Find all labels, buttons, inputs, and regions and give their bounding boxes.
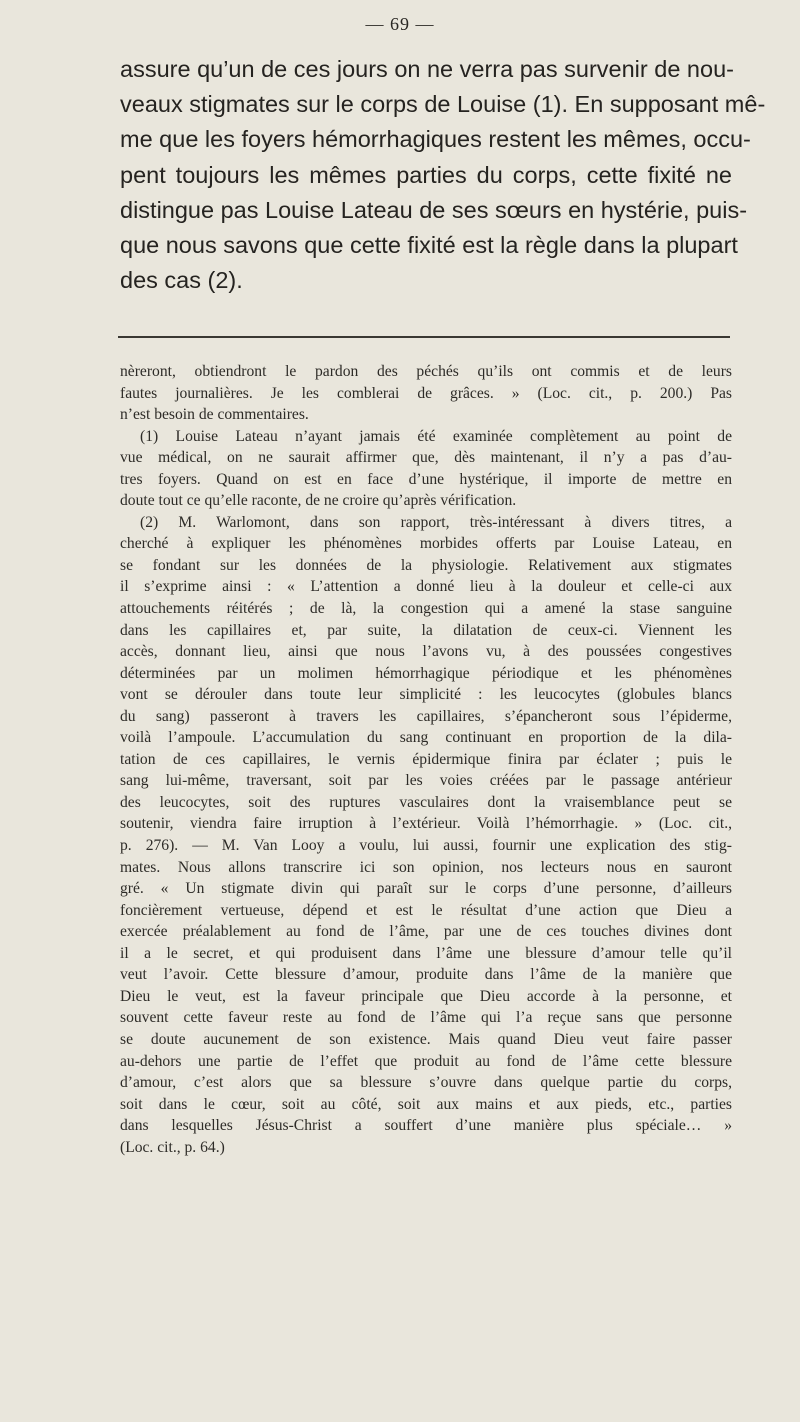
main-line: veaux stigmates sur le corps de Louise (1). En supposant mê-: [120, 91, 766, 118]
footnote-line: vue médical, on ne saurait affirmer que, dès maintenant, il n’y a pas d’au-: [120, 449, 732, 467]
footnote-line: dans les capillaires et, par suite, la dilatation de ceux-ci. Viennent les: [120, 621, 732, 639]
footnote-line: des leucocytes, soit des ruptures vasculaires dont la vraisemblance peut se: [120, 793, 732, 811]
footnotes: [120, 361, 732, 1158]
footnote-line: vont se dérouler dans toute leur simplicité : les leucocytes (globules blancs: [120, 686, 732, 704]
footnote-line: déterminées par un molimen hémorrhagique périodique et les phénomènes: [120, 664, 732, 682]
footnote-line: (1) Louise Lateau n’ayant jamais été examinée complètement au point de: [140, 427, 732, 445]
footnote-line: il a le secret, et qui produisent dans l’âme une blessure d’amour telle qu’il: [120, 944, 732, 962]
footnote-line: n’est besoin de commentaires.: [120, 406, 309, 424]
footnote-line: voilà l’ampoule. L’accumulation du sang continuant en proportion de la dila-: [120, 729, 732, 747]
footnote-line: tres foyers. Quand on est en face d’une hystérique, il importe de mettre en: [120, 470, 732, 488]
footnote-line: d’amour, c’est alors que sa blessure s’ouvre dans quelque partie du corps,: [120, 1074, 732, 1092]
footnote-line: il s’exprime ainsi : « L’attention a donné lieu à la douleur et celle-ci aux: [120, 578, 732, 596]
page-number: — 69 —: [365, 14, 435, 34]
main-line: distingue pas Louise Lateau de ses sœurs en hystérie, puis-: [120, 196, 748, 223]
footnote-line: nèreront, obtiendront le pardon des péchés qu’ils ont commis et de leurs: [120, 363, 732, 380]
footnote-line: sang lui-même, traversant, soit par les voies créées par le passage antérieur: [120, 772, 732, 790]
main-line: pent toujours les mêmes parties du corps, cette fixité ne: [120, 161, 732, 188]
footnote-line: foncièrement vertueuse, dépend et est le résultat d’une action que Dieu a: [120, 901, 732, 919]
main-line: des cas (2).: [120, 267, 243, 294]
footnote-line: exercée préalablement au fond de l’âme, par une de ces touches divines dont: [120, 923, 732, 941]
footnote-line: attouchements réitérés ; de là, la congestion qui a amené la stase sanguine: [120, 600, 732, 618]
footnote-line: p. 276). — M. Van Looy a voulu, lui aussi, fournir une explication des stig-: [120, 837, 732, 855]
main-line: assure qu’un de ces jours on ne verra pas survenir de nou-: [120, 56, 734, 82]
footnote-line: se fondant sur les données de la physiologie. Relativement aux stigmates: [120, 556, 732, 574]
footnote-divider: [118, 336, 730, 338]
footnote-line: soit dans le cœur, soit au côté, soit aux mains et aux pieds, etc., parties: [120, 1095, 732, 1113]
footnote-line: veut l’avoir. Cette blessure d’amour, produite dans l’âme de la manière que: [120, 966, 732, 984]
footnote-line: soutenir, viendra faire irruption à l’extérieur. Voilà l’hémorrhagie. » (Loc. cit.,: [120, 815, 732, 833]
footnote-line: tation de ces capillaires, le vernis épidermique finira par éclater ; puis le: [120, 750, 732, 768]
footnote-line: au-dehors une partie de l’effet que produit au fond de l’âme cette blessure: [120, 1052, 732, 1070]
footnote-line: gré. « Un stigmate divin qui paraît sur le corps d’une personne, d’ailleurs: [120, 880, 732, 898]
footnote-line: fautes journalières. Je les comblerai de grâces. » (Loc. cit., p. 200.) Pas: [120, 384, 732, 402]
footnote-line: Dieu le veut, est la faveur principale que Dieu accorde à la personne, et: [120, 987, 732, 1005]
footnote-line: dans lesquelles Jésus-Christ a souffert d’une manière plus spéciale… »: [120, 1117, 732, 1135]
footnote-line: cherché à expliquer les phénomènes morbides offerts par Louise Lateau, en: [120, 535, 732, 553]
footnote-line: du sang) passeront à travers les capillaires, s’épancheront sous l’épiderme,: [120, 707, 732, 725]
footnote-line: (2) M. Warlomont, dans son rapport, très-intéressant à divers titres, a: [140, 513, 732, 531]
footnote-line: mates. Nous allons transcrire ici son opinion, nos lecteurs nous en sauront: [120, 858, 732, 876]
footnote-line: (Loc. cit., p. 64.): [120, 1138, 225, 1156]
footnote-line: se doute aucunement de son existence. Mais quand Dieu veut faire passer: [120, 1030, 732, 1048]
footnote-line: accès, donnant lieu, ainsi que nous l’avons vu, à des poussées congestives: [120, 643, 732, 661]
main-line: que nous savons que cette fixité est la règle dans la plupart: [120, 232, 738, 259]
main-line: me que les foyers hémorrhagiques restent les mêmes, occu-: [120, 126, 751, 153]
footnote-line: doute tout ce qu’elle raconte, de ne croire qu’après vérification.: [120, 492, 517, 510]
main-paragraph: [120, 52, 766, 298]
footnote-line: souvent cette faveur reste au fond de l’âme qui l’a reçue sans que personne: [120, 1009, 732, 1027]
